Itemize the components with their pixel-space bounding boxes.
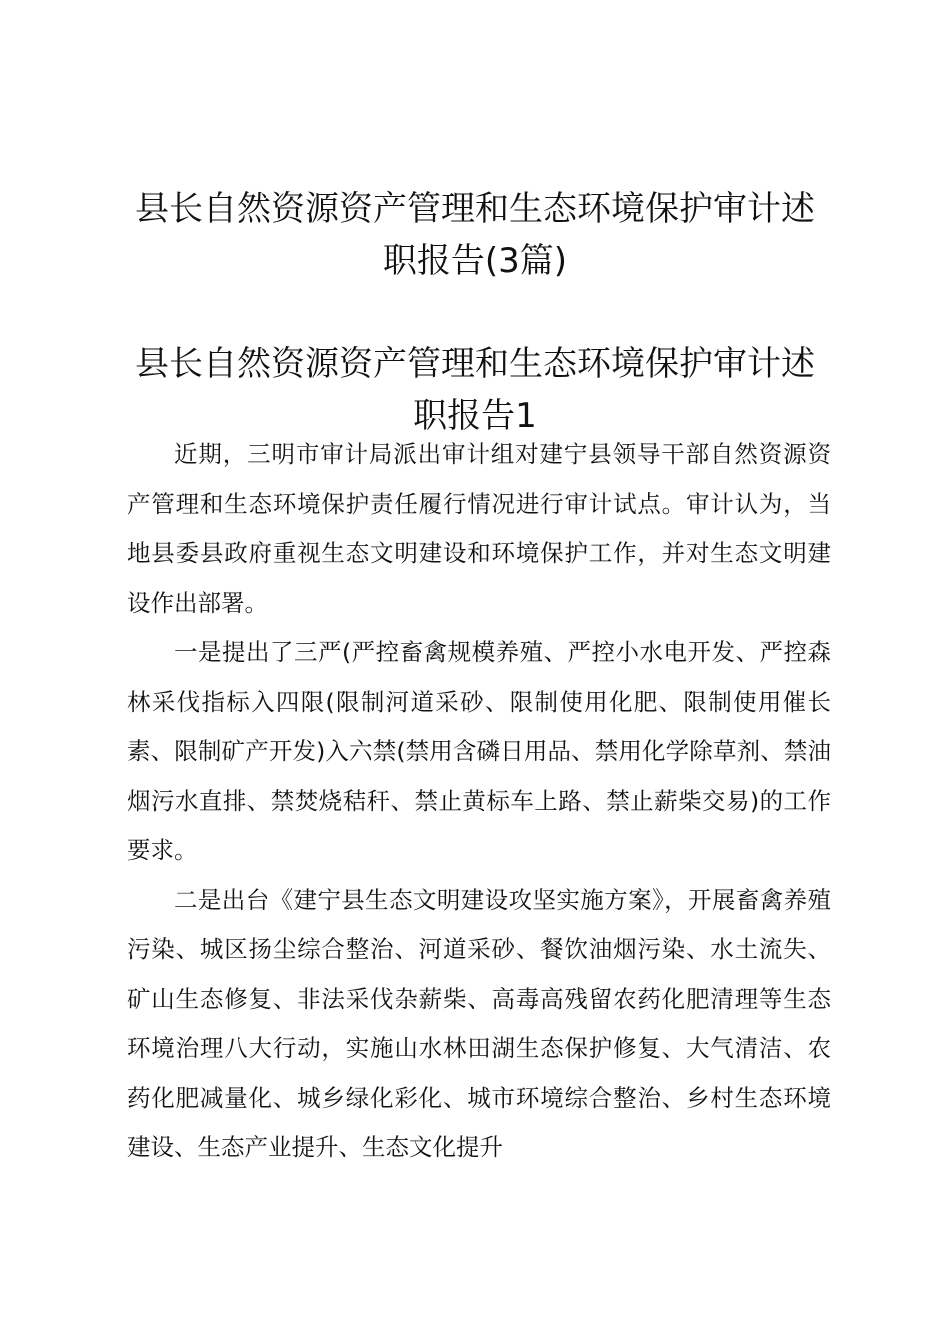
section-title-line-1: 县长自然资源资产管理和生态环境保护审计述 <box>135 344 815 384</box>
document-title-line-2: 职报告(3篇) <box>382 241 568 281</box>
paragraph-point-two: 二是出台《建宁县生态文明建设攻坚实施方案》，开展畜禽养殖污染、城区扬尘综合整治、河道采砂、餐饮油烟污染、水土流失、矿山生态修复、非法采伐杂薪柴、高毒高残留农药化肥清理等生态环境治理八大行动，实施山水林田湖生态保护修复、大气清洁、农药化肥减量化、城乡绿化彩化、城市环境综合整治、乡村生态环境建设、生态产业提升、生态文化提升 <box>127 885 831 1161</box>
section-title-line-2: 职报告1 <box>413 396 537 436</box>
section-title <box>100 338 850 442</box>
paragraph-point-one: 一是提出了三严(严控畜禽规模养殖、严控小水电开发、严控森林采伐指标入四限(限制河道采砂、限制使用化肥、限制使用催长素、限制矿产开发)入六禁(禁用含磷日用品、禁用化学除草剂、禁油烟污水直排、禁焚烧秸秆、禁止黄标车上路、禁止薪柴交易)的工作要求。 <box>127 638 831 864</box>
document-title <box>100 183 850 287</box>
paragraph-intro: 近期，三明市审计局派出审计组对建宁县领导干部自然资源资产管理和生态环境保护责任履行情况进行审计试点。审计认为，当地县委县政府重视生态文明建设和环境保护工作，并对生态文明建设作出部署。 <box>127 440 831 617</box>
document-title-line-1: 县长自然资源资产管理和生态环境保护审计述 <box>135 189 815 229</box>
document-body <box>127 430 831 1173</box>
